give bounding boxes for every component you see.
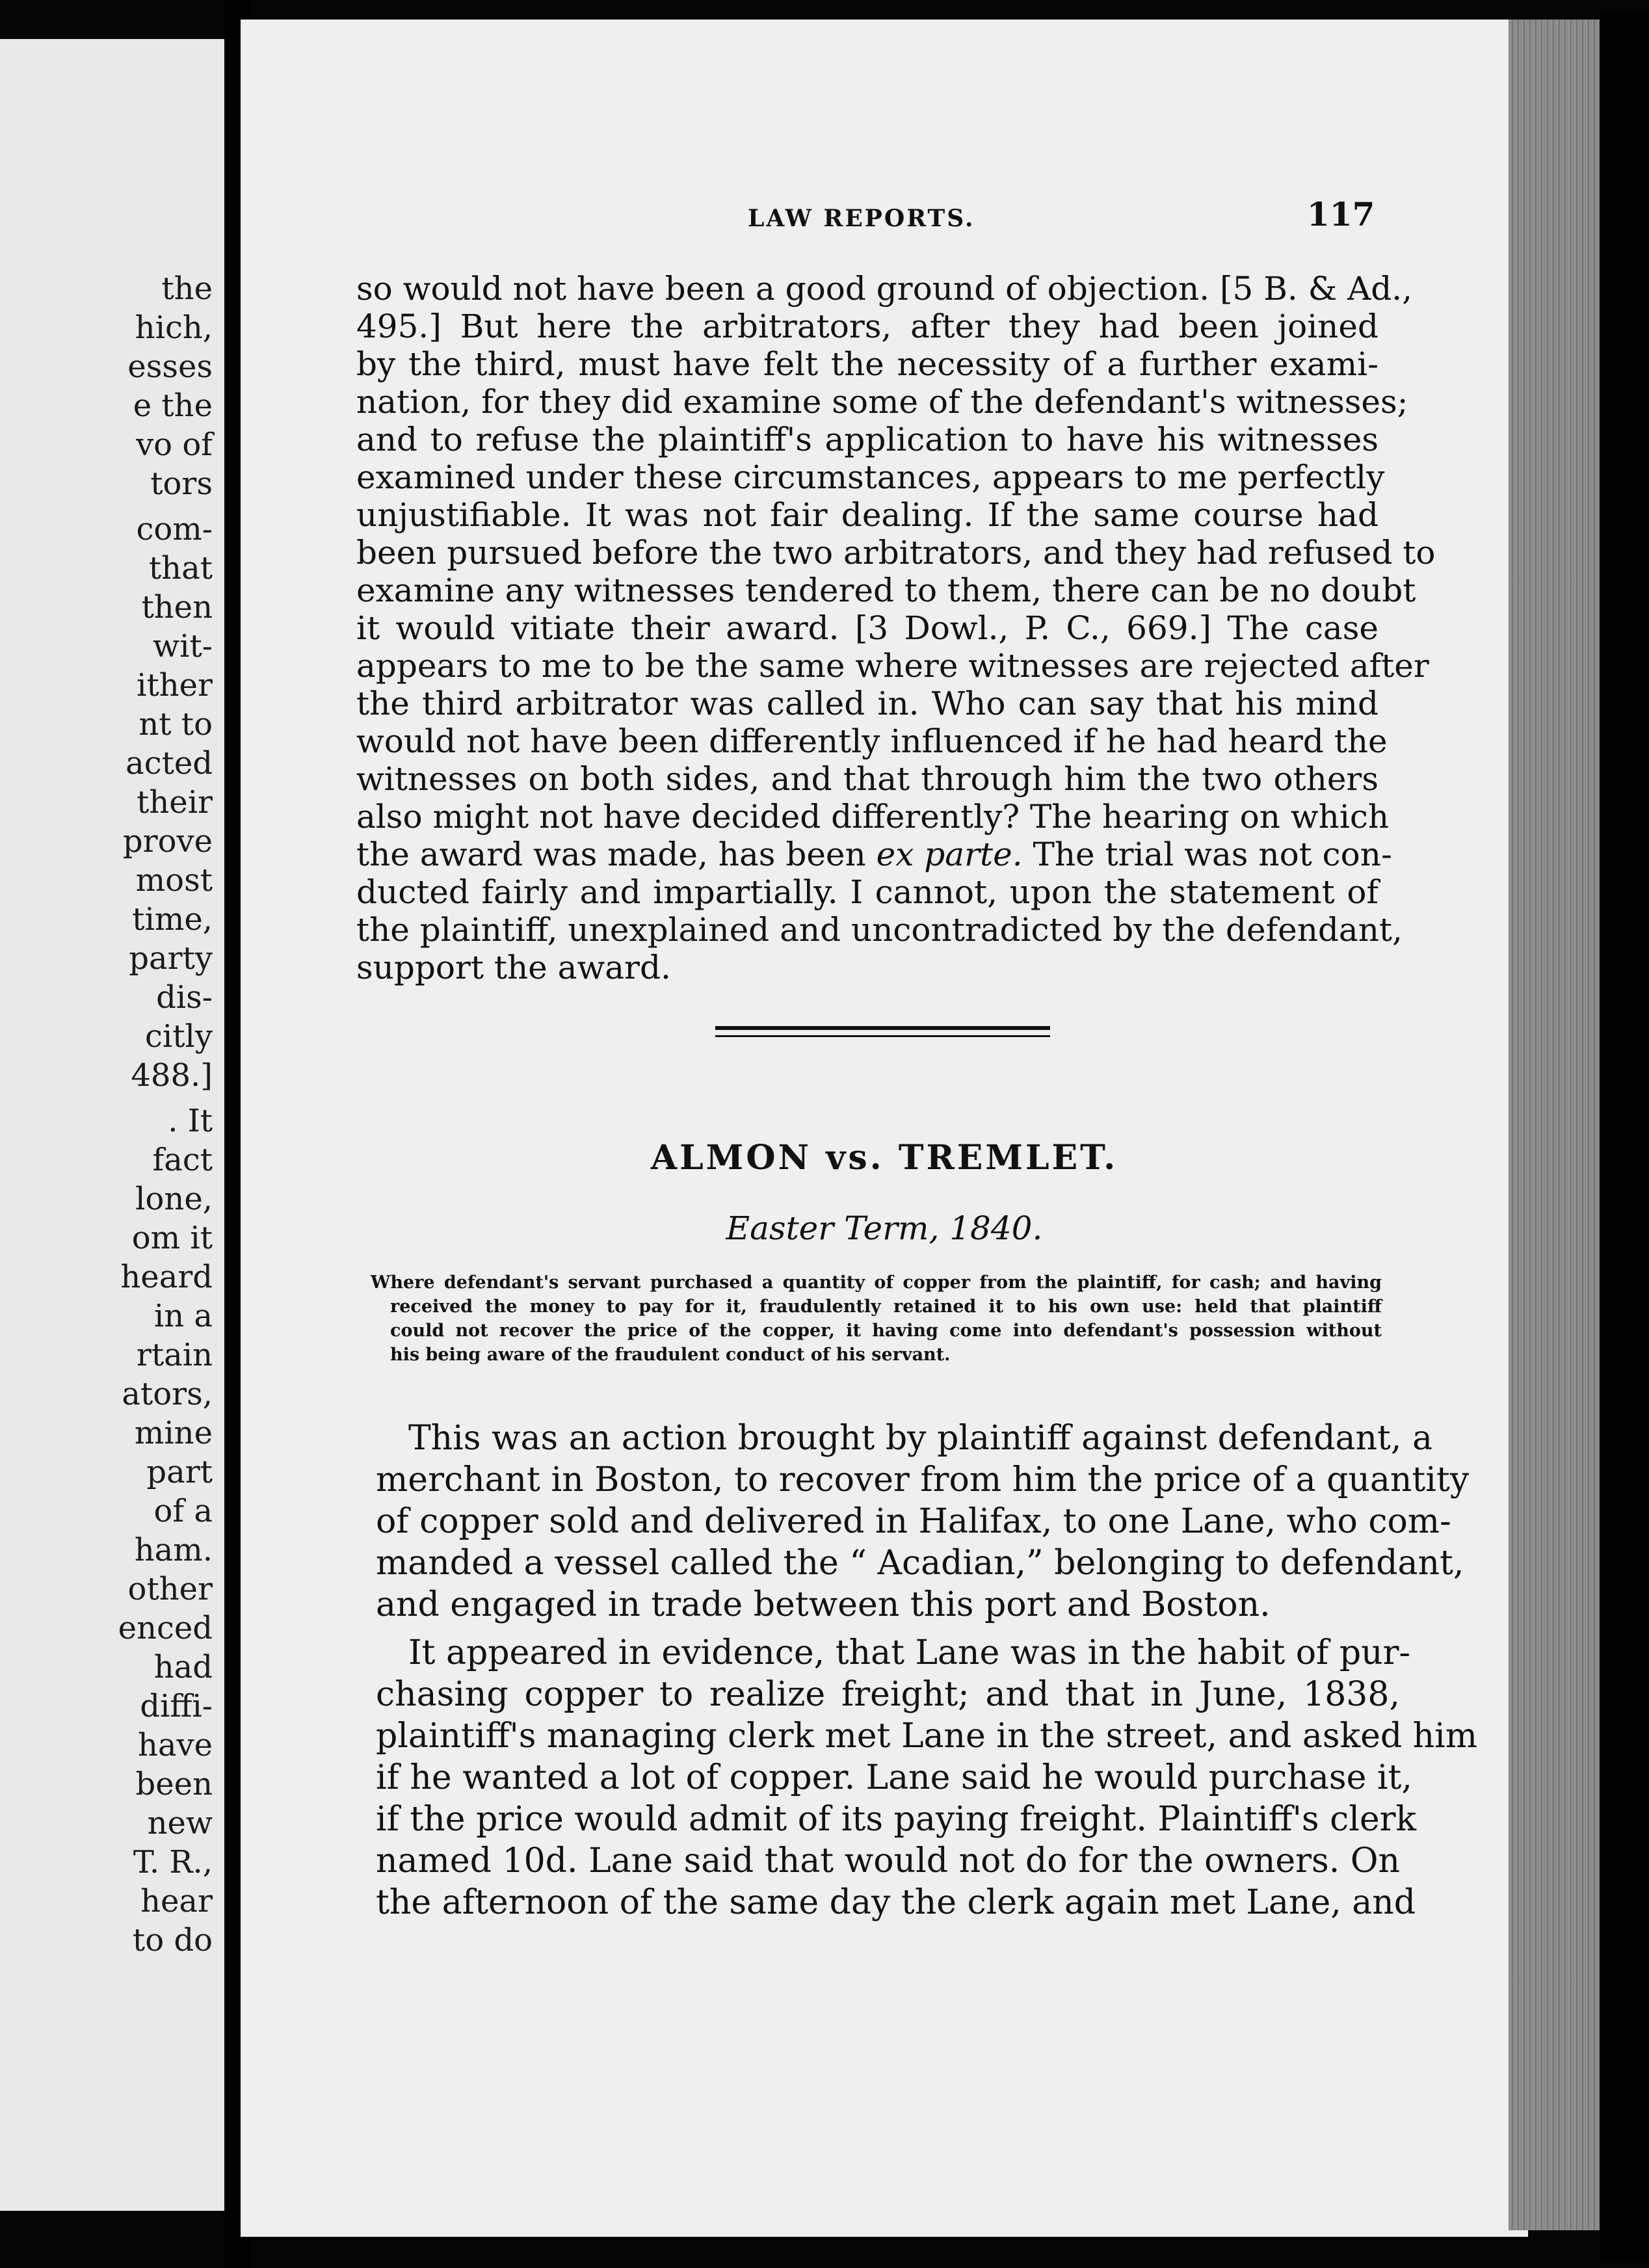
body-line: the plaintiff, unexplained and uncontradicted by the defendant,: [356, 911, 1403, 949]
page-edges: [1509, 20, 1600, 2230]
body-line: [356, 836, 1392, 873]
body-line: ducted fairly and impartially. I cannot, upon the statement of: [356, 873, 1379, 911]
section-rule: [715, 1035, 1050, 1037]
case-title: ALMON vs. TREMLET.: [650, 1138, 1118, 1178]
paragraph-line: the afternoon of the same day the clerk again met Lane, and: [376, 1883, 1416, 1922]
left-fragment: most: [135, 862, 213, 899]
left-fragment: time,: [132, 901, 213, 938]
left-fragment: T. R.,: [133, 1844, 213, 1880]
left-fragment: hich,: [135, 310, 213, 346]
left-fragment: other: [127, 1571, 213, 1607]
left-fragment: ham.: [134, 1532, 213, 1568]
left-fragment: tors: [150, 466, 213, 502]
left-fragment: . It: [168, 1103, 213, 1139]
left-fragment: the: [161, 270, 213, 307]
left-fragment: acted: [125, 745, 213, 782]
latin-phrase: ex parte.: [876, 836, 1023, 873]
left-fragment: to do: [132, 1922, 213, 1958]
paragraph-line: of copper sold and delivered in Halifax, to one Lane, who com-: [376, 1502, 1451, 1541]
left-fragment: vo of: [136, 427, 213, 463]
left-fragment: part: [146, 1454, 213, 1490]
body-line: by the third, must have felt the necessity of a further exami-: [356, 345, 1379, 383]
left-fragment: party: [129, 940, 213, 977]
left-fragment: then: [141, 589, 213, 626]
body-line: the third arbitrator was called in. Who can say that his mind: [356, 685, 1379, 722]
left-fragment: heard: [120, 1259, 213, 1295]
body-line-start: the award was made, has been: [356, 836, 877, 873]
left-fragment: 488.]: [131, 1057, 213, 1094]
right-page: [241, 20, 1528, 2237]
paragraph-line: plaintiff's managing clerk met Lane in the street, and asked him: [376, 1717, 1478, 1756]
left-fragment: prove: [122, 823, 213, 860]
left-fragment: fact: [152, 1142, 213, 1178]
body-line: and to refuse the plaintiff's application to have his witnesses: [356, 421, 1379, 458]
edge-shadow: [1600, 13, 1649, 2263]
section-rule: [715, 1026, 1050, 1030]
paragraph-line: It appeared in evidence, that Lane was in the habit of pur-: [408, 1633, 1411, 1672]
left-fragment: diffi-: [140, 1688, 213, 1724]
body-line: so would not have been a good ground of objection. [5 B. & Ad.,: [356, 270, 1413, 308]
paragraph-line: if the price would admit of its paying freight. Plaintiff's clerk: [376, 1800, 1416, 1839]
headnote-line: could not recover the price of the copper, it having come into defendant's possession without: [390, 1321, 1382, 1341]
paragraph-line: merchant in Boston, to recover from him the price of a quantity: [376, 1460, 1470, 1499]
left-fragment: had: [153, 1649, 213, 1685]
left-fragment: of a: [153, 1493, 213, 1529]
body-line: examine any witnesses tendered to them, there can be no doubt: [356, 572, 1416, 609]
body-line: also might not have decided differently? The hearing on which: [356, 798, 1390, 836]
body-line: witnesses on both sides, and that through him the two others: [356, 760, 1379, 798]
left-fragment: their: [137, 784, 213, 821]
left-fragment: ators,: [122, 1376, 213, 1412]
paragraph-line: chasing copper to realize freight; and that in June, 1838,: [376, 1675, 1400, 1714]
left-fragment: in a: [153, 1298, 213, 1334]
body-line: it would vitiate their award. [3 Dowl., P. C., 669.] The case: [356, 609, 1379, 647]
body-line: would not have been differently influenced if he had heard the: [356, 722, 1388, 760]
left-fragment: that: [148, 550, 213, 587]
left-fragment: esses: [127, 349, 213, 385]
body-line: nation, for they did examine some of the defendant's witnesses;: [356, 383, 1408, 421]
body-line: support the award.: [356, 949, 671, 986]
left-fragment: hear: [140, 1883, 213, 1919]
paragraph-line: and engaged in trade between this port and Boston.: [376, 1585, 1271, 1624]
left-fragment: ither: [137, 667, 213, 704]
paragraph-line: This was an action brought by plaintiff against defendant, a: [408, 1419, 1432, 1458]
left-page: [0, 39, 224, 2211]
headnote-line: Where defendant's servant purchased a quantity of copper from the plaintiff, for cash; and having: [371, 1272, 1382, 1293]
left-fragment: mine: [134, 1415, 213, 1451]
paragraph-line: named 10d. Lane said that would not do for the owners. On: [376, 1841, 1400, 1880]
left-fragment: com-: [136, 511, 213, 547]
left-fragment: e the: [133, 388, 213, 424]
left-fragment: been: [135, 1766, 213, 1802]
left-fragment: have: [137, 1727, 213, 1763]
body-line: 495.] But here the arbitrators, after they had been joined: [356, 308, 1379, 345]
running-head: LAW REPORTS.: [748, 205, 975, 232]
left-fragment: om it: [131, 1220, 213, 1256]
headnote-line: his being aware of the fraudulent conduct of his servant.: [390, 1345, 951, 1365]
left-fragment: dis-: [156, 979, 213, 1016]
paragraph-line: if he wanted a lot of copper. Lane said he would purchase it,: [376, 1758, 1412, 1797]
case-term: Easter Term, 1840.: [726, 1209, 1043, 1247]
left-fragment: new: [147, 1805, 213, 1841]
left-fragment: wit-: [153, 628, 213, 665]
headnote-line: received the money to pay for it, fraudulently retained it to his own use: held that plaintiff: [390, 1297, 1382, 1317]
left-fragment: lone,: [135, 1181, 213, 1217]
body-line: examined under these circumstances, appears to me perfectly: [356, 458, 1385, 496]
left-fragment: nt to: [139, 706, 213, 743]
left-fragment: enced: [118, 1610, 213, 1646]
paragraph-line: manded a vessel called the “ Acadian,” belonging to defendant,: [376, 1544, 1464, 1583]
page-number: 117: [1307, 195, 1375, 233]
body-line: unjustifiable. It was not fair dealing. If the same course had: [356, 496, 1379, 534]
left-fragment: rtain: [136, 1337, 213, 1373]
body-line: been pursued before the two arbitrators, and they had refused to: [356, 534, 1436, 572]
body-line-end: The trial was not con-: [1022, 836, 1392, 873]
body-line: appears to me to be the same where witnesses are rejected after: [356, 647, 1429, 685]
left-fragment: citly: [145, 1018, 213, 1055]
